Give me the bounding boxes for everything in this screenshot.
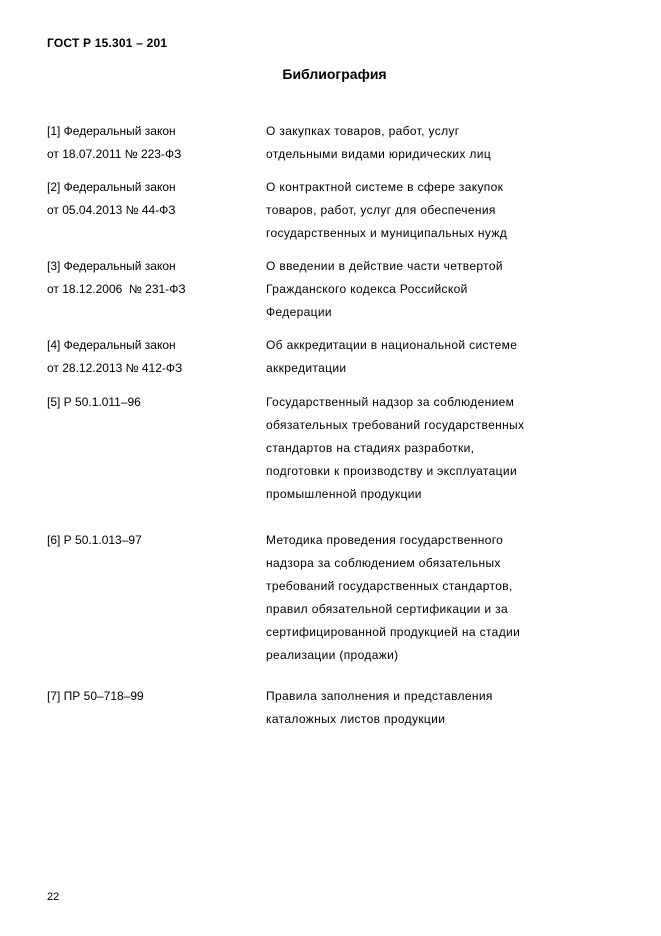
entry-description-line: требований государственных стандартов, [266,579,513,593]
entry-description [266,529,596,667]
entry-reference [47,685,257,708]
entry-description-line: надзора за соблюдением обязательных [266,556,501,570]
entry-reference-line: от 28.12.2013 № 412-ФЗ [47,361,183,375]
entry-description [266,120,596,166]
entry-reference [47,255,257,301]
entry-description [266,334,596,380]
entry-reference-line: [7] ПР 50–718–99 [47,689,144,703]
entry-description-line: Гражданского кодекса Российской [266,282,468,296]
entry-description-line: О закупках товаров, работ, услуг [266,124,460,138]
entry-reference-line: от 18.07.2011 № 223-ФЗ [47,147,182,161]
entry-description [266,255,596,324]
entry-description-line: Об аккредитации в национальной системе [266,338,518,352]
entry-description-line: Федерации [266,305,332,319]
bibliography-title [0,66,661,82]
entry-reference-line: [3] Федеральный закон [47,259,176,273]
entry-description-line: О введении в действие части четвертой [266,259,503,273]
entry-description-line: обязательных требований государственных [266,418,525,432]
entry-description [266,685,596,731]
entry-reference [47,334,257,380]
entry-description-line: правил обязательной сертификации и за [266,602,509,616]
entry-description-line: товаров, работ, услуг для обеспечения [266,203,496,217]
entry-reference-line: [2] Федеральный закон [47,180,176,194]
entry-reference-line: от 18.12.2006 № 231-ФЗ [47,282,186,296]
entry-reference [47,391,257,414]
entry-reference-line: от 05.04.2013 № 44-ФЗ [47,203,176,217]
entry-reference-line: [4] Федеральный закон [47,338,176,352]
bibliography-title-text: Библиография [282,66,387,82]
entry-description [266,176,596,245]
entry-description-line: аккредитации [266,361,347,375]
entry-description-line: стандартов на стадиях разработки, [266,441,475,455]
entry-reference-line: [5] Р 50.1.011–96 [47,395,141,409]
entry-reference [47,120,257,166]
entry-reference [47,529,257,552]
entry-description-line: сертифицированной продукцией на стадии [266,625,521,639]
page-number: 22 [47,891,60,903]
entry-description-line: отдельными видами юридических лиц [266,147,492,161]
entry-description-line: государственных и муниципальных нужд [266,226,508,240]
entry-description [266,391,596,506]
entry-reference [47,176,257,222]
document-code-header: ГОСТ Р 15.301 – 201 [47,36,168,50]
entry-description-line: Правила заполнения и представления [266,689,493,703]
entry-description-line: Государственный надзор за соблюдением [266,395,515,409]
entry-description-line: реализации (продажи) [266,648,399,662]
entry-reference-line: [1] Федеральный закон [47,124,176,138]
entry-description-line: подготовки к производству и эксплуатации [266,464,517,478]
entry-description-line: О контрактной системе в сфере закупок [266,180,504,194]
entry-description-line: промышленной продукции [266,487,422,501]
entry-reference-line: [6] Р 50.1.013–97 [47,533,142,547]
entry-description-line: Методика проведения государственного [266,533,504,547]
entry-description-line: каталожных листов продукции [266,712,446,726]
